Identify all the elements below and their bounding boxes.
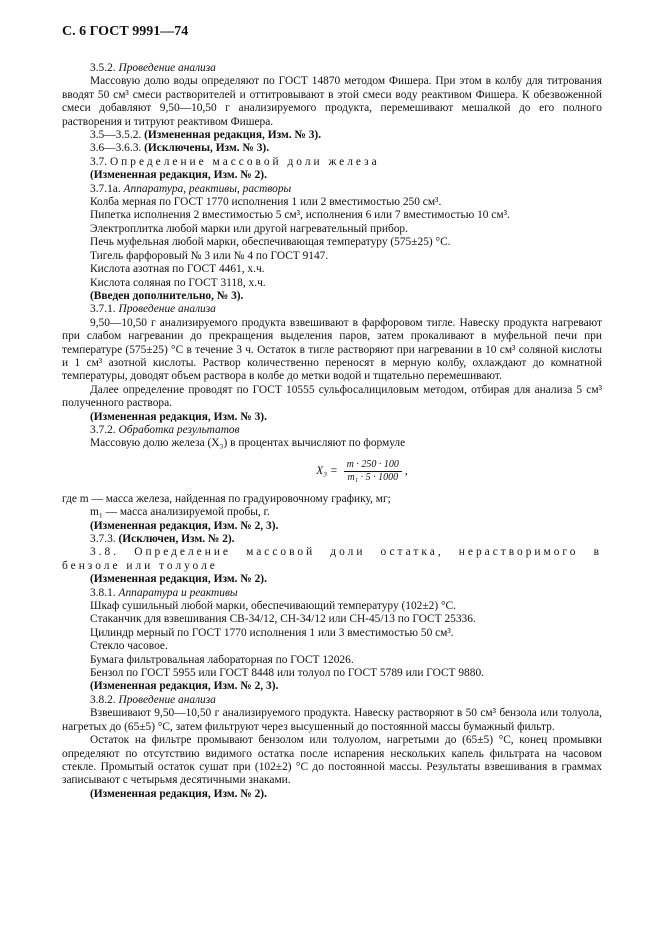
list-item: Бензол по ГОСТ 5955 или ГОСТ 8448 или толуол по ГОСТ 5789 или ГОСТ 9880. (90, 667, 484, 680)
list-item: Печь муфельная любой марки, обеспечивающая температуру (575±25) °С. (90, 236, 451, 249)
iron-formula (122, 455, 602, 489)
section-heading: 3.8.2. Проведение анализа (90, 693, 216, 706)
list-item: Кислота соляная по ГОСТ 3118, х.ч. (90, 276, 266, 289)
paragraph: Взвешивают 9,50—10,50 г анализируемого продукта. Навеску растворяют в 50 см³ бензола или толуола, нагретых до (65±5) °С, затем фильтруют через высушенный до постоянной массы бумажный фильтр. (62, 707, 602, 733)
list-item: Тигель фарфоровый № 3 или № 4 по ГОСТ 9147. (90, 249, 329, 262)
list-item: Цилиндр мерный по ГОСТ 1770 исполнения 1 или 3 вместимостью 50 см³. (90, 626, 454, 639)
list-item: Стекло часовое. (90, 640, 168, 653)
list-item: Шкаф сушильный любой марки, обеспечивающий температуру (102±2) °С. (90, 600, 456, 613)
section-heading: 3.7.2. Обработка результатов (90, 423, 240, 436)
list-item: Стаканчик для взвешивания СВ-34/12, СН-34/12 или СН-45/13 по ГОСТ 25336. (90, 613, 476, 626)
list-item: Пипетка исполнения 2 вместимостью 5 см³, исполнения 6 или 7 вместимостью 10 см³. (90, 209, 510, 222)
section-heading: 3.5.2. Проведение анализа (90, 62, 216, 74)
gost-title: ГОСТ 9991—74 (89, 24, 189, 39)
list-item: Кислота азотная по ГОСТ 4461, х.ч. (90, 263, 265, 276)
paragraph: Остаток на фильтре промывают бензолом или толуолом, нагретыми до (65±5) °С, конец промывки определяют по отсутствию видимого остатка после испарения нескольких капель фильтрата на часовом стекле. Промытый остаток сушат при (102±2) °С до постоянной массы. Результаты взвешивания в граммах записывают с четырьмя десятичными знаками. (62, 734, 602, 787)
section-heading: 3.8.1. Аппаратура и реактивы (90, 586, 238, 599)
amendment-note: (Измененная редакция, Изм. № 2). (90, 787, 267, 800)
section-heading: 3.7. Определение массовой доли железа (90, 155, 380, 168)
amendment-note: (Измененная редакция, Изм. № 2). (90, 573, 267, 586)
amendment-note: (Измененная редакция, Изм. № 2). (90, 169, 267, 182)
formula-where: где m — масса железа, найденная по градуировочному графику, мг; (62, 492, 391, 505)
amendment-line: 3.6—3.6.3. (Исключены, Изм. № 3). (90, 142, 270, 155)
paragraph: Далее определение проводят по ГОСТ 10555 сульфосалициловым методом, отбирая для анализа 5 см³ полученного раствора. (62, 383, 602, 410)
amendment-line: 3.5—3.5.2. (Измененная редакция, Изм. № 3). (90, 129, 322, 142)
page-number: С. 6 (62, 24, 87, 39)
formula-denominator: m₁ · 5 · 1000 (347, 472, 399, 484)
list-item: Бумага фильтровальная лабораторная по ГОСТ 12026. (90, 653, 354, 666)
document-body (62, 62, 602, 801)
amendment-note: (Введен дополнительно, № 3). (90, 289, 244, 302)
section-heading: 3.7.1а. Аппаратура, реактивы, растворы (90, 182, 292, 195)
formula-tail: , (404, 465, 408, 478)
amendment-note: (Измененная редакция, Изм. № 3). (90, 410, 267, 423)
formula-intro: Массовую долю железа (X₃) в процентах вычисляют по формуле (90, 437, 406, 450)
formula-numerator: m · 250 · 100 (344, 459, 402, 472)
paragraph: Массовую долю воды определяют по ГОСТ 14870 методом Фишера. При этом в колбу для титрования вводят 50 см³ смеси растворителей и оттитровывают в этой смеси воду реактивом Фишера. К обезвоженной смеси добавляют 9,50—10,50 г анализируемого продукта, перемешивают мешалкой до его полного растворения и титруют реактивом Фишера. (62, 75, 602, 128)
formula-where: m₁ — масса анализируемой пробы, г. (90, 506, 270, 519)
paragraph: 9,50—10,50 г анализируемого продукта взвешивают в фарфоровом тигле. Навеску продукта нагревают при слабом нагревании до прекращения выделения паров, затем прокаливают в муфельной печи при температуре (575±25) °С в течение 3 ч. Остаток в тигле растворяют при нагревании в 10 см³ соляной кислоты и 1 см³ азотной кислоты. Раствор количественно переносят в мерную колбу, охлаждают до комнатной температуры, доводят объем раствора в колбе до метки водой и тщательно перемешивают. (62, 316, 602, 383)
section-heading: 3.8. Определение массовой доли остатка, нерастворимого в бензоле или толуоле (62, 546, 602, 572)
amendment-note: (Измененная редакция, Изм. № 2, 3). (90, 519, 279, 532)
formula-lhs: X₃ = (316, 465, 338, 478)
list-item: Колба мерная по ГОСТ 1770 исполнения 1 или 2 вместимостью 250 см³. (90, 196, 442, 209)
formula-fraction (344, 459, 402, 484)
section-heading: 3.7.1. Проведение анализа (90, 303, 216, 316)
amendment-line: 3.7.3. (Исключен, Изм. № 2). (90, 533, 235, 545)
page-header (62, 24, 188, 40)
list-item: Электроплитка любой марки или другой нагревательный прибор. (90, 222, 408, 235)
amendment-note: (Измененная редакция, Изм. № 2, 3). (90, 680, 279, 693)
